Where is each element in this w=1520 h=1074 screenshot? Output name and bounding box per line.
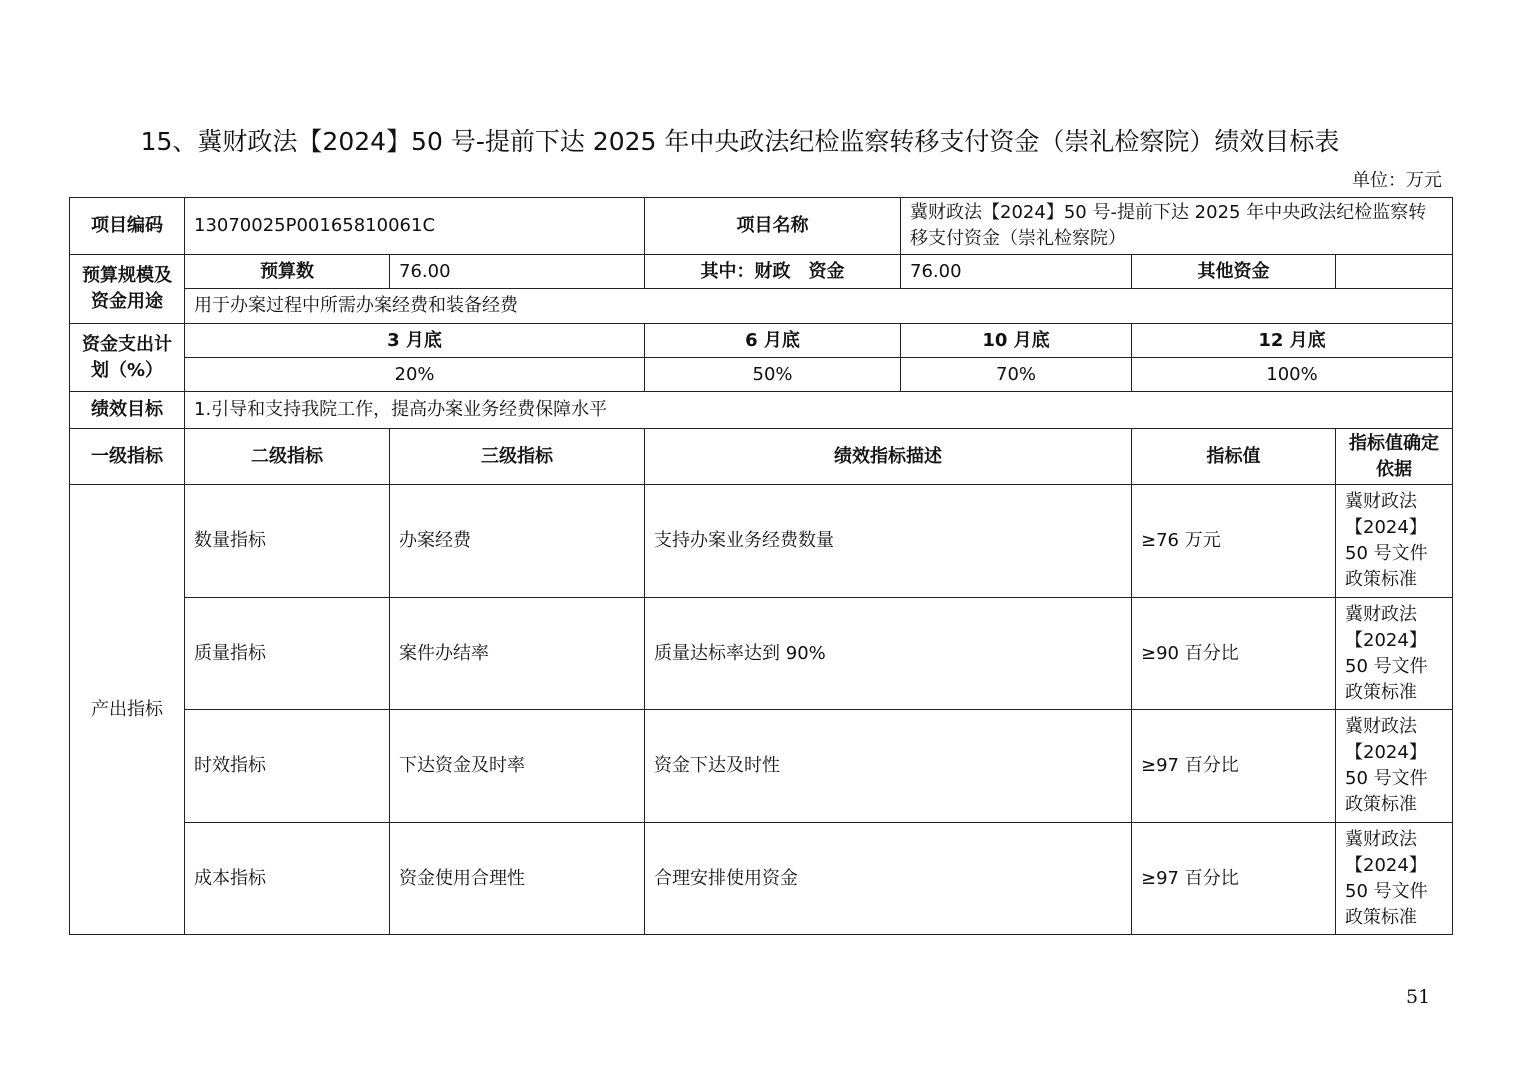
document-title: 15、冀财政法【2024】50 号-提前下达 2025 年中央政法纪检监察转移支付资金（崇礼检察院）绩效目标表 (140, 127, 1340, 156)
level1-indicator: 产出指标 (70, 485, 185, 935)
project-name: 冀财政法【2024】50 号-提前下达 2025 年中央政法纪检监察转移支付资金（崇礼检察院） (901, 198, 1453, 255)
indicator-value: ≥76 万元 (1132, 485, 1336, 598)
level3-indicator: 办案经费 (390, 485, 645, 598)
page-number: 51 (1406, 986, 1431, 1008)
indicator-value: ≥97 百分比 (1132, 710, 1336, 823)
project-row (70, 198, 1453, 255)
indicator-basis: 冀财政法【2024】50 号文件政策标准 (1336, 823, 1453, 935)
performance-target-table (69, 197, 1453, 935)
value-jun: 50% (645, 358, 901, 392)
header-level1: 一级指标 (70, 429, 185, 485)
usage-row (70, 289, 1453, 324)
table-row (70, 823, 1453, 935)
header-basis: 指标值确定依据 (1336, 429, 1453, 485)
table-row (70, 710, 1453, 823)
spending-plan-value-row (70, 358, 1453, 392)
project-name-label: 项目名称 (645, 198, 901, 255)
indicator-header-row (70, 429, 1453, 485)
level2-indicator: 数量指标 (185, 485, 390, 598)
fund-usage: 用于办案过程中所需办案经费和装备经费 (185, 289, 1453, 324)
budget-section-label: 预算规模及资金用途 (70, 255, 185, 324)
other-fund-value (1336, 255, 1453, 289)
level2-indicator: 质量指标 (185, 598, 390, 710)
budget-amount-value: 76.00 (390, 255, 645, 289)
goal-text: 1.引导和支持我院工作，提高办案业务经费保障水平 (185, 392, 1453, 429)
indicator-value: ≥97 百分比 (1132, 823, 1336, 935)
indicator-basis: 冀财政法【2024】50 号文件政策标准 (1336, 598, 1453, 710)
header-level3: 三级指标 (390, 429, 645, 485)
table-row (70, 485, 1453, 598)
project-code: 13070025P00165810061C (185, 198, 645, 255)
header-value: 指标值 (1132, 429, 1336, 485)
table-row (70, 598, 1453, 710)
budget-amount-label: 预算数 (185, 255, 390, 289)
level2-indicator: 成本指标 (185, 823, 390, 935)
goal-label: 绩效目标 (70, 392, 185, 429)
period-oct: 10 月底 (901, 324, 1132, 358)
period-dec: 12 月底 (1132, 324, 1453, 358)
value-oct: 70% (901, 358, 1132, 392)
indicator-description: 资金下达及时性 (645, 710, 1132, 823)
spending-plan-header-row (70, 324, 1453, 358)
period-jun: 6 月底 (645, 324, 901, 358)
budget-row (70, 255, 1453, 289)
value-dec: 100% (1132, 358, 1453, 392)
period-mar: 3 月底 (185, 324, 645, 358)
other-fund-label: 其他资金 (1132, 255, 1336, 289)
level2-indicator: 时效指标 (185, 710, 390, 823)
fiscal-fund-value: 76.00 (901, 255, 1132, 289)
indicator-basis: 冀财政法【2024】50 号文件政策标准 (1336, 485, 1453, 598)
spending-plan-label: 资金支出计划（%） (70, 324, 185, 392)
header-description: 绩效指标描述 (645, 429, 1132, 485)
level3-indicator: 下达资金及时率 (390, 710, 645, 823)
header-level2: 二级指标 (185, 429, 390, 485)
indicator-description: 质量达标率达到 90% (645, 598, 1132, 710)
level3-indicator: 案件办结率 (390, 598, 645, 710)
indicator-basis: 冀财政法【2024】50 号文件政策标准 (1336, 710, 1453, 823)
indicator-description: 支持办案业务经费数量 (645, 485, 1132, 598)
indicator-description: 合理安排使用资金 (645, 823, 1132, 935)
indicator-value: ≥90 百分比 (1132, 598, 1336, 710)
project-code-label: 项目编码 (70, 198, 185, 255)
value-mar: 20% (185, 358, 645, 392)
unit-label: 单位：万元 (1352, 170, 1442, 191)
level3-indicator: 资金使用合理性 (390, 823, 645, 935)
fiscal-fund-label: 其中：财政 资金 (645, 255, 901, 289)
goal-row (70, 392, 1453, 429)
